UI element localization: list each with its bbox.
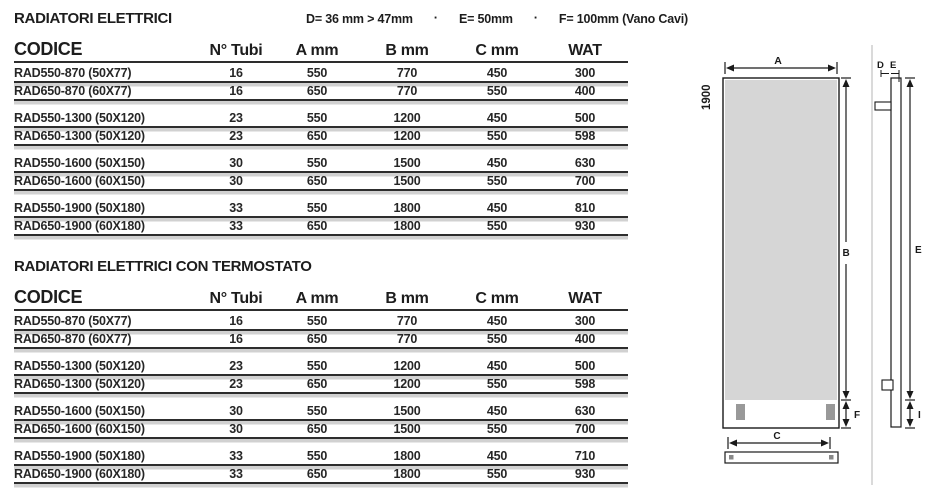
table-1-body (14, 65, 628, 236)
note-separator: · (533, 10, 538, 25)
section-2-title: RADIATORI ELETTRICI CON TERMOSTATO (14, 258, 312, 275)
table-cell: 16 (229, 84, 243, 98)
table-cell: 30 (229, 404, 243, 418)
table-cell: 1500 (393, 404, 421, 418)
table-cell: 550 (306, 314, 328, 328)
table-row (14, 331, 628, 349)
table-cell: 23 (229, 111, 243, 125)
dim-e-note: E= 50mm (458, 12, 513, 26)
side-view (872, 45, 901, 485)
front-panel (725, 80, 837, 400)
cell-codice: RAD650-1900 (60X180) (14, 219, 145, 233)
table-row (14, 421, 628, 439)
section-2-title-row (14, 258, 628, 276)
wall-bracket-bar (725, 452, 838, 463)
table-cell: 1800 (393, 449, 421, 463)
col-a-mm: A mm (295, 42, 339, 59)
table-row (14, 173, 628, 191)
side-panel-profile (891, 78, 901, 427)
cell-codice: RAD550-870 (50X77) (14, 314, 132, 328)
table-cell: 450 (486, 111, 508, 125)
dim-label-e-top: E (890, 60, 897, 71)
table-cell: 1200 (393, 111, 421, 125)
dim-label-i: I (918, 410, 921, 421)
table-cell: 630 (574, 156, 596, 170)
table-cell: 33 (229, 467, 243, 481)
dim-label-d: D (877, 60, 884, 71)
radiator-diagram (690, 40, 936, 490)
table-cell: 550 (306, 404, 328, 418)
col-n-tubi: N° Tubi (209, 42, 263, 59)
table-row (14, 448, 628, 466)
table-cell: 450 (486, 66, 508, 80)
dimension-note (306, 11, 688, 26)
table-cell: 400 (574, 84, 596, 98)
table-cell: 450 (486, 156, 508, 170)
table-cell: 1200 (393, 129, 421, 143)
table-cell: 1200 (393, 377, 421, 391)
table-cell: 16 (229, 332, 243, 346)
table-cell: 23 (229, 129, 243, 143)
cell-codice: RAD550-1600 (50X150) (14, 404, 145, 418)
table-cell: 770 (396, 314, 418, 328)
cell-codice: RAD650-1600 (60X150) (14, 422, 145, 436)
cell-codice: RAD650-1300 (50X120) (14, 129, 145, 143)
table-cell: 30 (229, 174, 243, 188)
table-cell: 30 (229, 422, 243, 436)
bracket-hole-right (829, 455, 834, 460)
dim-f-note: F= 100mm (Vano Cavi) (558, 12, 688, 26)
cell-codice: RAD650-870 (60X77) (14, 332, 132, 346)
col-c-mm: C mm (475, 42, 519, 59)
table-cell: 1800 (393, 467, 421, 481)
table-cell: 770 (396, 332, 418, 346)
table-cell: 450 (486, 404, 508, 418)
table-cell: 500 (574, 359, 596, 373)
table-cell: 770 (396, 84, 418, 98)
table-1-header (14, 39, 628, 63)
table-cell: 550 (486, 422, 508, 436)
table-cell: 650 (306, 174, 328, 188)
bracket-hole-left (729, 455, 734, 460)
table-cell: 300 (574, 314, 596, 328)
col-n-tubi: N° Tubi (209, 290, 263, 307)
table-cell: 930 (574, 467, 596, 481)
table-cell: 650 (306, 332, 328, 346)
cell-codice: RAD550-1300 (50X120) (14, 111, 145, 125)
table-cell: 33 (229, 219, 243, 233)
front-view (723, 78, 839, 428)
table-row (14, 128, 628, 146)
table-row (14, 110, 628, 128)
table-cell: 550 (486, 129, 508, 143)
table-cell: 650 (306, 219, 328, 233)
dim-label-c: C (773, 431, 781, 442)
table-row (14, 376, 628, 394)
table-cell: 810 (574, 201, 596, 215)
table-cell: 550 (306, 156, 328, 170)
col-a-mm: A mm (295, 290, 339, 307)
cell-codice: RAD550-1600 (50X150) (14, 156, 145, 170)
table-cell: 550 (486, 174, 508, 188)
table-cell: 16 (229, 314, 243, 328)
cell-codice: RAD550-1900 (50X180) (14, 449, 145, 463)
table-cell: 1500 (393, 174, 421, 188)
table-cell: 550 (306, 359, 328, 373)
table-cell: 550 (306, 201, 328, 215)
table-cell: 550 (486, 219, 508, 233)
col-b-mm: B mm (385, 290, 429, 307)
table-cell: 23 (229, 359, 243, 373)
table-row (14, 65, 628, 83)
table-cell: 650 (306, 84, 328, 98)
table-cell: 700 (574, 422, 596, 436)
table-cell: 550 (306, 449, 328, 463)
col-wat: WAT (568, 42, 602, 59)
col-c-mm: C mm (475, 290, 519, 307)
col-wat: WAT (568, 290, 602, 307)
table-cell: 650 (306, 467, 328, 481)
table-row (14, 83, 628, 101)
cell-codice: RAD650-1300 (50X120) (14, 377, 145, 391)
table-2-body (14, 313, 628, 484)
table-cell: 550 (486, 84, 508, 98)
table-cell: 930 (574, 219, 596, 233)
table-cell: 550 (486, 332, 508, 346)
table-cell: 450 (486, 449, 508, 463)
left-foot (736, 404, 745, 420)
note-separator: · (433, 10, 438, 25)
table-row (14, 313, 628, 331)
table-cell: 1500 (393, 156, 421, 170)
dim-d-note: D= 36 mm > 47mm (306, 12, 413, 26)
dim-label-a: A (774, 55, 782, 67)
table-cell: 1500 (393, 422, 421, 436)
table-row (14, 403, 628, 421)
table-cell: 33 (229, 201, 243, 215)
col-codice: CODICE (14, 39, 83, 59)
dim-i (905, 401, 915, 428)
dim-e (905, 78, 915, 400)
table-cell: 550 (306, 111, 328, 125)
table-cell: 500 (574, 111, 596, 125)
table-cell: 450 (486, 314, 508, 328)
table-cell: 550 (306, 66, 328, 80)
table-row (14, 218, 628, 236)
table-cell: 1800 (393, 201, 421, 215)
table-cell: 650 (306, 129, 328, 143)
table-row (14, 358, 628, 376)
section-radiatori-con-termostato (14, 258, 628, 484)
dim-label-e: E (915, 245, 922, 256)
diagram-height-label: 1900 (701, 84, 713, 110)
table-cell: 300 (574, 66, 596, 80)
section-1-title: RADIATORI ELETTRICI (14, 10, 172, 27)
table-cell: 550 (486, 377, 508, 391)
table-cell: 630 (574, 404, 596, 418)
col-codice: CODICE (14, 287, 83, 307)
table-row (14, 155, 628, 173)
section-1-title-row (14, 10, 688, 28)
table-cell: 400 (574, 332, 596, 346)
table-cell: 1200 (393, 359, 421, 373)
table-cell: 30 (229, 156, 243, 170)
cell-codice: RAD550-1300 (50X120) (14, 359, 145, 373)
cell-codice: RAD650-870 (60X77) (14, 84, 132, 98)
lower-wall-bracket (882, 380, 893, 390)
table-cell: 450 (486, 359, 508, 373)
right-foot (826, 404, 835, 420)
table-cell: 33 (229, 449, 243, 463)
cell-codice: RAD550-870 (50X77) (14, 66, 132, 80)
table-cell: 650 (306, 377, 328, 391)
table-cell: 598 (574, 377, 596, 391)
dim-f (841, 401, 851, 428)
table-cell: 450 (486, 201, 508, 215)
dim-b (841, 78, 851, 400)
table-row (14, 200, 628, 218)
section-radiatori-elettrici (14, 10, 688, 236)
table-cell: 550 (486, 467, 508, 481)
table-cell: 16 (229, 66, 243, 80)
table-cell: 710 (574, 449, 596, 463)
dim-label-b: B (842, 248, 850, 259)
table-cell: 23 (229, 377, 243, 391)
table-cell: 770 (396, 66, 418, 80)
table-cell: 1800 (393, 219, 421, 233)
table-row (14, 466, 628, 484)
dim-label-f: F (854, 410, 861, 421)
table-cell: 700 (574, 174, 596, 188)
upper-wall-bracket (875, 102, 891, 110)
table-2-header (14, 287, 628, 311)
cell-codice: RAD650-1600 (60X150) (14, 174, 145, 188)
table-cell: 650 (306, 422, 328, 436)
cell-codice: RAD650-1900 (60X180) (14, 467, 145, 481)
table-cell: 598 (574, 129, 596, 143)
cell-codice: RAD550-1900 (50X180) (14, 201, 145, 215)
col-b-mm: B mm (385, 42, 429, 59)
